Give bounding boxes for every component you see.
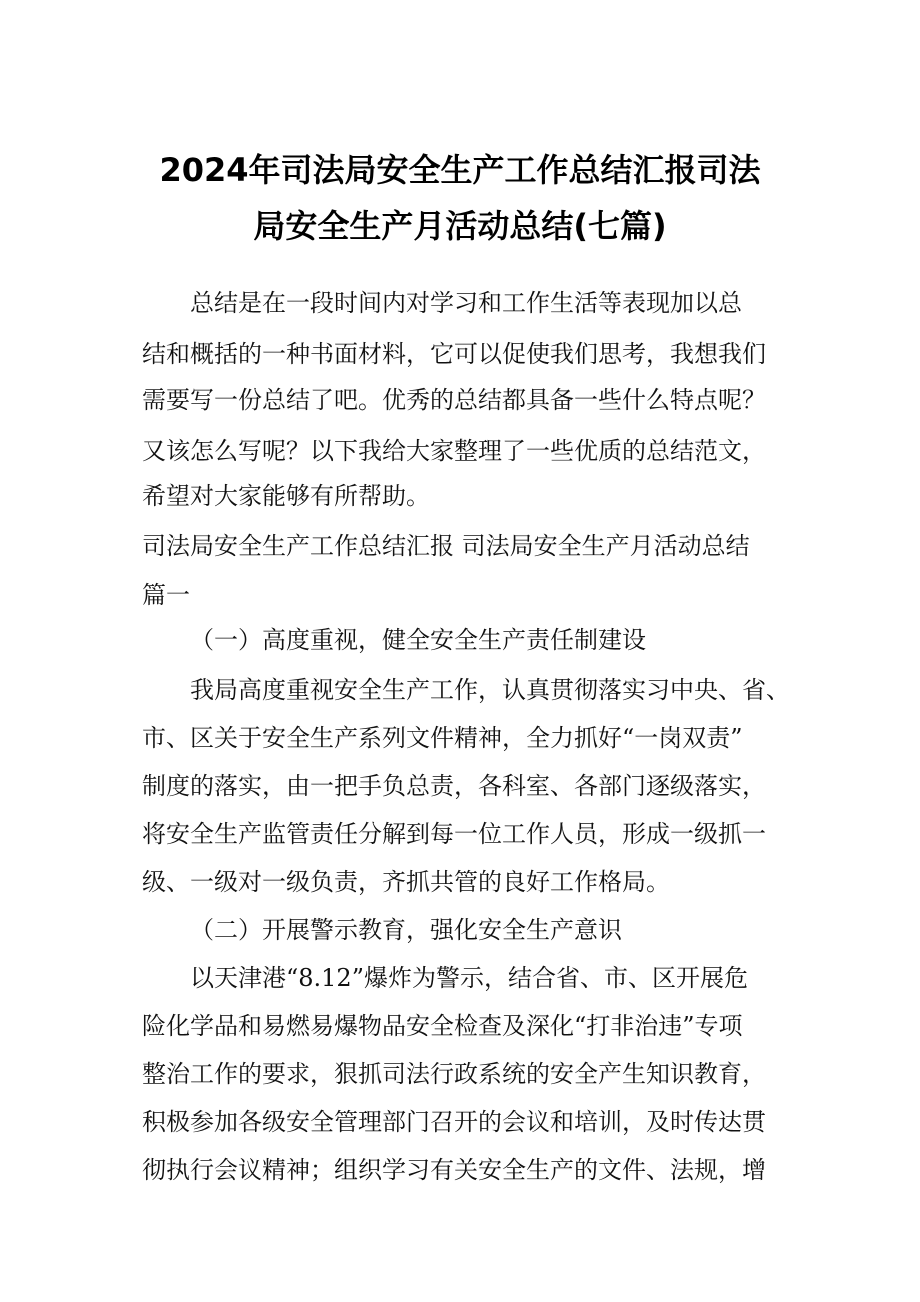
section-1-line: 市、区关于安全生产系列文件精神，全力抓好“一岗双责” [142,724,743,752]
intro-line: 希望对大家能够有所帮助。 [142,482,430,510]
section-2-line: 积极参加各级安全管理部门召开的会议和培训，及时传达贯 [142,1108,766,1136]
intro-line: 又该怎么写呢？以下我给大家整理了一些优质的总结范文， [142,437,766,465]
article-heading-line-1: 司法局安全生产工作总结汇报 司法局安全生产月活动总结 [142,532,750,560]
section-heading-2: （二）开展警示教育，强化安全生产意识 [190,916,622,944]
section-2-line: 以天津港“8.12”爆炸为警示，结合省、市、区开展危 [190,964,748,992]
document-title-line-1: 2024年司法局安全生产工作总结汇报司法 [159,151,761,189]
article-heading-line-2: 篇一 [142,581,190,609]
intro-line: 需要写一份总结了吧。优秀的总结都具备一些什么特点呢？ [142,386,766,414]
section-2-line: 整治工作的要求，狠抓司法行政系统的安全产生知识教育， [142,1060,766,1088]
section-1-line: 我局高度重视安全生产工作，认真贯彻落实习中央、省、 [190,676,790,704]
section-1-line: 将安全生产监管责任分解到每一位工作人员，形成一级抓一 [142,820,766,848]
section-1-line: 级、一级对一级负责，齐抓共管的良好工作格局。 [142,868,670,896]
intro-line: 结和概括的一种书面材料，它可以促使我们思考，我想我们 [142,340,766,368]
intro-line: 总结是在一段时间内对学习和工作生活等表现加以总 [190,289,742,317]
section-heading-1: （一）高度重视，健全安全生产责任制建设 [190,626,646,654]
section-2-line: 险化学品和易燃易爆物品安全检查及深化“打非治违”专项 [142,1012,743,1040]
document-title-line-2: 局安全生产月活动总结(七篇) [253,207,667,245]
section-1-line: 制度的落实，由一把手负总责，各科室、各部门逐级落实， [142,772,766,800]
section-2-line: 彻执行会议精神；组织学习有关安全生产的文件、法规，增 [142,1156,766,1184]
